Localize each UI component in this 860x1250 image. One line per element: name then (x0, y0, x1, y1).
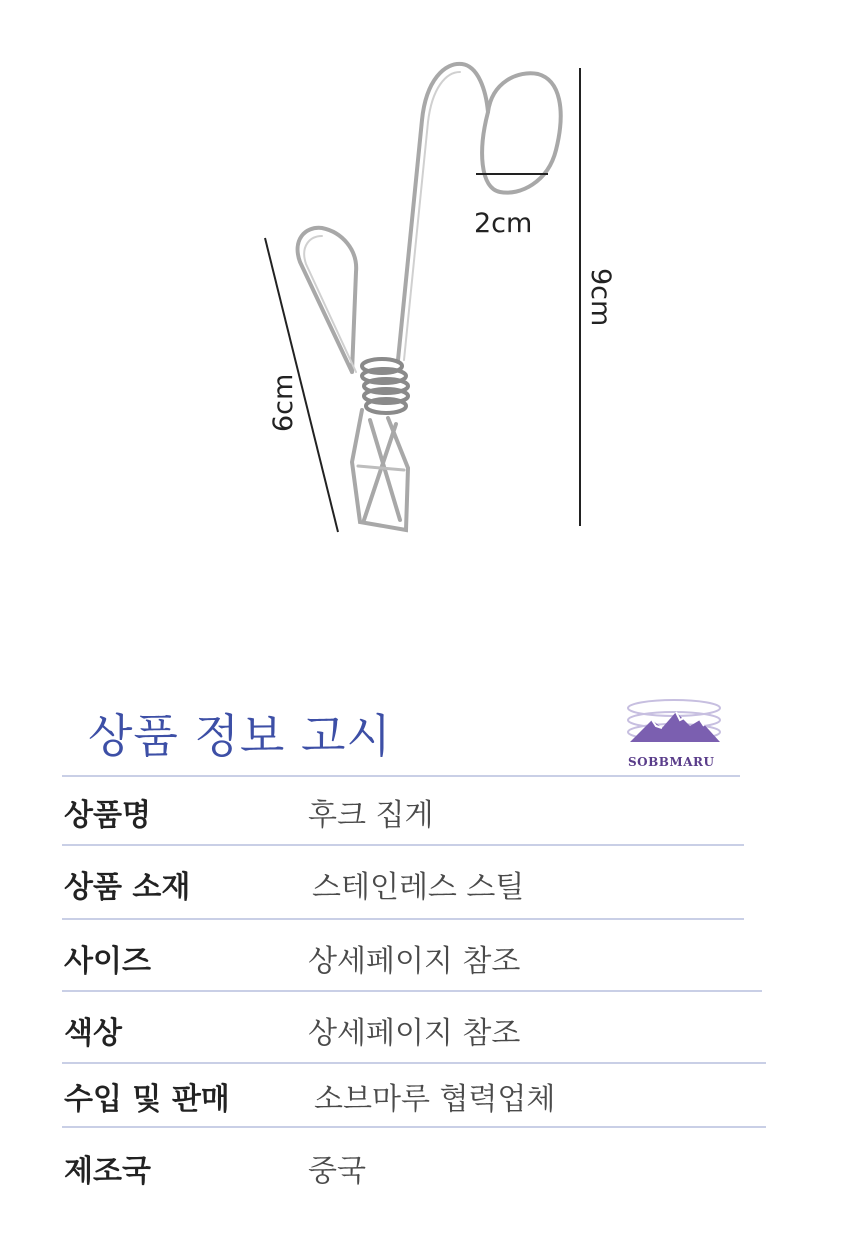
row-label-importer-seller: 수입 및 판매 (64, 1082, 230, 1117)
row-value-product-name: 후크 집게 (308, 798, 434, 833)
divider (62, 1126, 766, 1128)
divider (62, 990, 762, 992)
divider (62, 918, 744, 920)
dimension-label-6cm: 6cm (268, 373, 299, 432)
divider (62, 775, 740, 777)
product-diagram (0, 0, 860, 600)
row-label-material: 상품 소재 (64, 870, 191, 905)
clip-hook-illustration (298, 64, 561, 530)
divider (62, 844, 744, 846)
row-label-origin: 제조국 (64, 1154, 151, 1189)
divider (62, 1062, 766, 1064)
row-label-color: 색상 (64, 1016, 122, 1051)
page-title: 상품 정보 고시 (88, 709, 392, 763)
row-value-origin: 중국 (308, 1154, 366, 1189)
dimension-label-2cm: 2cm (474, 208, 533, 239)
logo-text: SOBBMARU (628, 755, 715, 769)
row-value-color: 상세페이지 참조 (308, 1016, 521, 1051)
row-value-material: 스테인레스 스틸 (312, 870, 525, 905)
row-label-product-name: 상품명 (64, 798, 151, 833)
row-value-importer-seller: 소브마루 협력업체 (314, 1082, 556, 1117)
row-label-size: 사이즈 (64, 944, 151, 979)
dimension-label-9cm: 9cm (585, 268, 616, 327)
row-value-size: 상세페이지 참조 (308, 944, 521, 979)
